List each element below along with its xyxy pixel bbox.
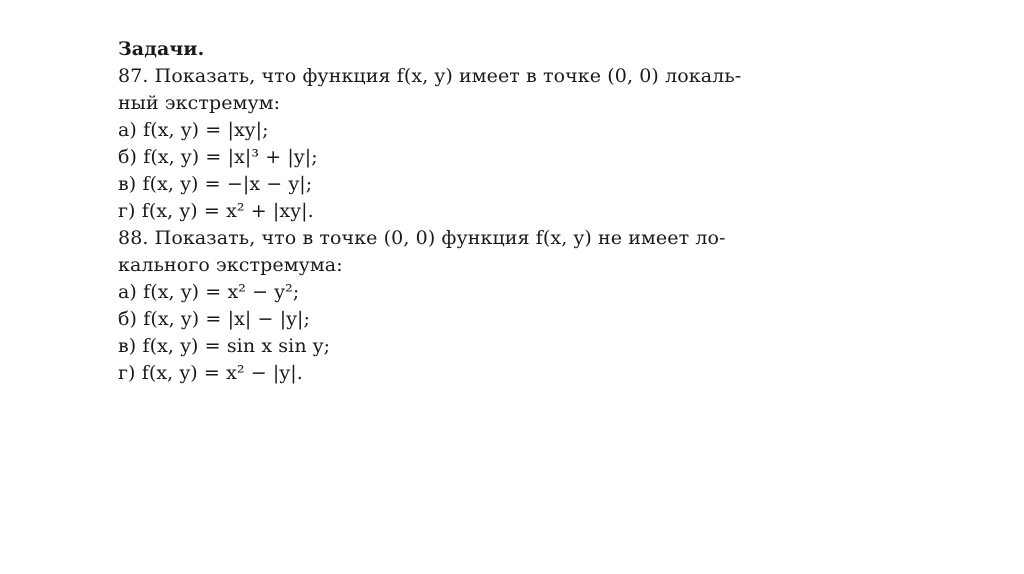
problem-88-item-d: г) f(x, y) = x² − |y|. — [118, 362, 303, 384]
problem-88-item-c: в) f(x, y) = sin x sin y; — [118, 335, 331, 357]
problem-87-statement-line2: ный экстремум: — [118, 92, 281, 114]
problem-88-statement-line2: кального экстремума: — [118, 254, 343, 276]
problem-88-item-b: б) f(x, y) = |x| − |y|; — [118, 308, 311, 330]
problem-87-item-a: а) f(x, y) = |xy|; — [118, 119, 269, 141]
problem-88-item-a: а) f(x, y) = x² − y²; — [118, 281, 300, 303]
problem-87-item-b: б) f(x, y) = |x|³ + |y|; — [118, 146, 318, 168]
problem-87-item-c: в) f(x, y) = −|x − y|; — [118, 173, 313, 195]
document-page — [118, 36, 758, 387]
heading-tasks: Задачи. — [118, 38, 205, 60]
problem-87-statement-line1: 87. Показать, что функция f(x, y) имеет в точке (0, 0) локаль- — [118, 65, 742, 87]
problem-88-statement-line1: 88. Показать, что в точке (0, 0) функция f(x, y) не имеет ло- — [118, 227, 726, 249]
problem-87-item-d: г) f(x, y) = x² + |xy|. — [118, 200, 314, 222]
